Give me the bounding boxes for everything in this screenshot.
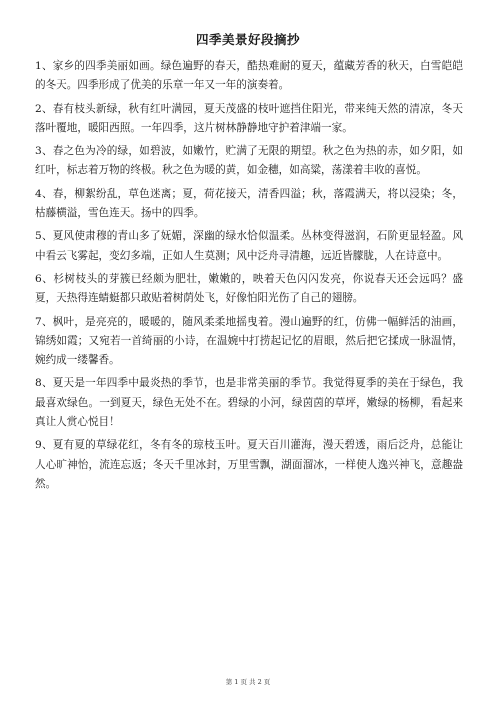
- paragraph-9: 9、夏有夏的草绿花红，冬有冬的琼枝玉叶。夏天百川灌海，漫天碧透，雨后泛舟，总能让人心旷神怡，流连忘返；冬天千里冰封，万里雪飘，湖面溜冰，一样使人逸兴神飞，意趣盎然。: [35, 439, 463, 490]
- paragraph-2: 2、春有枝头新绿，秋有红叶满园，夏天茂盛的枝叶遮挡住阳光，带来纯天然的清凉，冬天落叶覆地，暖阳西照。一年四季，这片树林静静地守护着津端一家。: [35, 102, 463, 134]
- paragraph-4: 4、春，柳絮纷乱，草色迷离；夏，荷花接天，清香四溢；秋，落霞满天，将以浸染；冬，枯藤横溢，雪色连天。扬中的四季。: [35, 187, 463, 220]
- page-number-footer: 第 1 页 共 2 页: [225, 678, 271, 686]
- paragraph-3: 3、春之色为冷的绿，如碧波，如嫩竹，贮满了无限的期望。秋之色为热的赤，如夕阳，如红叶，标志着万物的终极。秋之色为暖的黄，如金穗，如高粱，荡漾着丰收的喜悦。: [35, 145, 463, 177]
- paragraph-7: 7、枫叶，是亮亮的，暖暖的，随风柔柔地摇曳着。漫山遍野的红，仿佛一幅鲜活的油画，锦绣如霞；又宛若一首绮丽的小诗，在温婉中打捞起记忆的眉眼，然后把它揉成一脉温情，婉约成一缕馨香。: [35, 315, 463, 367]
- document-body: [35, 57, 463, 498]
- paragraph-8: 8、夏天是一年四季中最炎热的季节，也是非常美丽的季节。我觉得夏季的美在于绿色，我最喜欢绿色。一到夏天，绿色无处不在。碧绿的小河，绿茵茵的草坪，嫩绿的杨柳，看起来真让人赏心悦目！: [35, 377, 463, 429]
- document-title: 四季美景好段摘抄: [195, 32, 300, 47]
- paragraph-6: 6、杉树枝头的芽簇已经颇为肥壮，嫩嫩的，映着天色闪闪发亮，你说春天还会远吗？盛夏，天热得连蜻蜓都只敢贴着树荫处飞，好像怕阳光伤了自己的翅膀。: [35, 272, 463, 305]
- paragraph-1: 1、家乡的四季美丽如画。绿色遍野的春天，酷热难耐的夏天，蕴藏芳香的秋天，白雪皑皑的冬天。四季形成了优美的乐章一年又一年的演奏着。: [35, 60, 463, 92]
- paragraph-5: 5、夏风使肃穆的青山多了妩媚，深幽的绿水恰似温柔。丛林变得滋润，石阶更显轻盈。风中看云飞雾起，变幻多端，正如人生莫测；风中泛舟寻清趣，远近皆朦胧，人在诗意中。: [35, 230, 463, 262]
